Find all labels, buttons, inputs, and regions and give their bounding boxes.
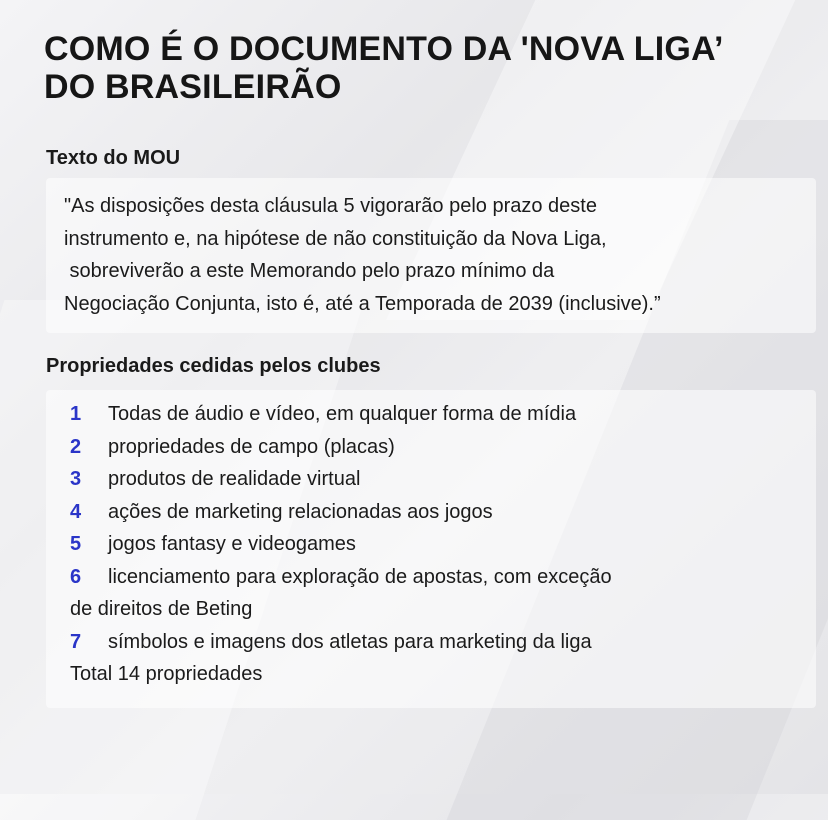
mou-section-label: Texto do MOU — [46, 147, 181, 169]
quote-line: sobreviverão a este Memorando pelo prazo mínimo da — [64, 260, 555, 282]
item-text: licenciamento para exploração de apostas, com exceção — [108, 565, 612, 588]
mou-quote — [64, 190, 804, 320]
item-text: ações de marketing relacionadas aos jogos — [108, 500, 493, 523]
list-item — [70, 528, 810, 561]
title-line-2: DO BRASILEIRÃO — [44, 68, 342, 106]
item-number: 3 — [70, 468, 82, 490]
item-number: 4 — [70, 500, 82, 523]
item-number: 5 — [70, 533, 82, 555]
item-number: 2 — [70, 435, 82, 458]
item-number: 1 — [70, 403, 82, 425]
properties-list — [70, 398, 810, 691]
quote-line: instrumento e, na hipótese de não constituição da Nova Liga, — [64, 227, 607, 250]
list-item — [70, 561, 810, 594]
item-text: Todas de áudio e vídeo, em qualquer forma de mídia — [108, 403, 577, 425]
item-text: produtos de realidade virtual — [108, 468, 361, 490]
item-text: jogos fantasy e videogames — [108, 533, 356, 555]
quote-line: Negociação Conjunta, isto é, até a Temporada de 2039 (inclusive).” — [64, 292, 661, 315]
title-line-1: COMO É O DOCUMENTO DA 'NOVA LIGA’ — [44, 30, 724, 68]
item-number: 7 — [70, 630, 82, 653]
list-item — [70, 626, 810, 659]
item-number: 6 — [70, 565, 82, 588]
list-item — [70, 496, 810, 529]
list-item — [70, 431, 810, 464]
list-item — [70, 398, 810, 431]
properties-section-label: Propriedades cedidas pelos clubes — [46, 355, 381, 377]
page-title — [44, 30, 804, 106]
item-text: símbolos e imagens dos atletas para marketing da liga — [108, 630, 592, 653]
properties-total: Total 14 propriedades — [70, 663, 263, 685]
item-text: propriedades de campo (placas) — [108, 435, 395, 458]
list-item-continuation: de direitos de Beting — [70, 598, 253, 620]
quote-line: "As disposições desta cláusula 5 vigorarão pelo prazo deste — [64, 195, 597, 217]
list-item — [70, 463, 810, 496]
